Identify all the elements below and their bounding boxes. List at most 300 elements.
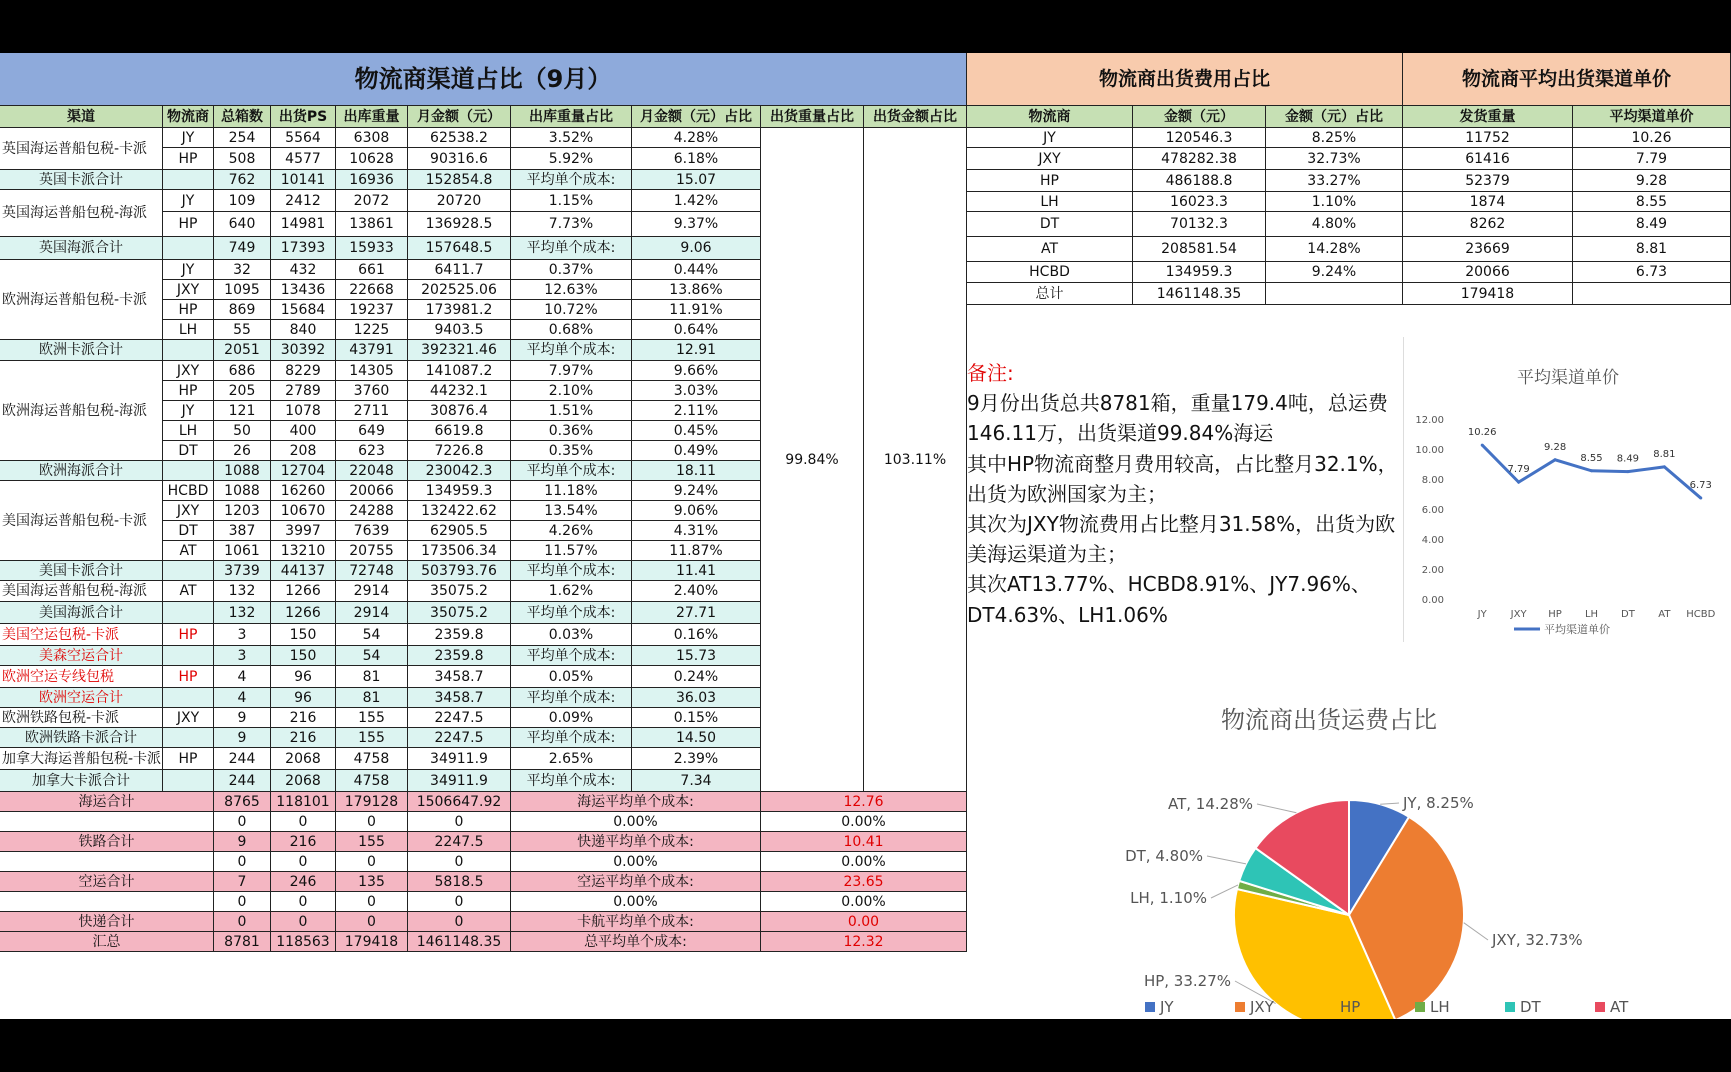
table-cell: JY <box>163 128 214 148</box>
table-cell: JY <box>163 190 214 212</box>
leader-line <box>1380 803 1399 804</box>
y-tick-label: 6.00 <box>1421 505 1444 516</box>
table-cell: 11.87% <box>632 541 761 561</box>
table-cell: 20720 <box>408 190 511 212</box>
data-label: 7.79 <box>1507 464 1530 476</box>
table-cell: 503793.76 <box>408 561 511 581</box>
price-table-title: 物流商平均出货渠道单价 <box>1403 53 1731 106</box>
table-cell: 11.18% <box>511 481 632 501</box>
table-cell: 81 <box>336 688 408 708</box>
notes-line: 其中HP物流商整月费用较高，占比整月32.1%，出货为欧洲国家为主； <box>967 451 1398 506</box>
legend-label: JY <box>1160 998 1174 1016</box>
channel-name: 欧洲空运专线包税 <box>0 666 163 688</box>
table-cell: 0.05% <box>511 666 632 688</box>
data-point <box>1554 458 1557 461</box>
table-cell: 157648.5 <box>408 237 511 260</box>
table-cell: 2.40% <box>632 581 761 602</box>
table-cell: AT <box>967 237 1133 262</box>
table-cell: 6.73 <box>1573 262 1731 283</box>
table-cell: 2247.5 <box>408 708 511 728</box>
legend-label: LH <box>1430 998 1450 1016</box>
total-label: 快递合计 <box>0 912 214 932</box>
table-cell: 216 <box>271 832 336 852</box>
table-cell: 1203 <box>214 501 271 521</box>
table-cell: 空运平均单个成本: <box>511 872 761 892</box>
y-tick-label: 10.00 <box>1415 445 1444 456</box>
table-cell: 26 <box>214 441 271 461</box>
table-cell: 35075.2 <box>408 602 511 624</box>
channel-name: 英国卡派合计 <box>0 170 163 190</box>
table-cell: 661 <box>336 260 408 280</box>
table-cell: 9 <box>214 832 271 852</box>
table-cell: 387 <box>214 521 271 541</box>
column-header: 渠道 <box>0 106 163 128</box>
table-cell <box>163 688 214 708</box>
table-cell: 640 <box>214 212 271 237</box>
table-cell: 卡航平均单个成本: <box>511 912 761 932</box>
amount-ratio-total: 103.11% <box>864 128 967 792</box>
table-cell: 5818.5 <box>408 872 511 892</box>
table-cell: 1.62% <box>511 581 632 602</box>
table-cell: 1.42% <box>632 190 761 212</box>
table-cell: 205 <box>214 381 271 401</box>
y-tick-label: 4.00 <box>1421 535 1444 546</box>
data-point <box>1590 469 1593 472</box>
column-header: 月金额（元）占比 <box>632 106 761 128</box>
table-cell: 1.10% <box>1266 192 1403 212</box>
table-cell <box>163 646 214 666</box>
table-cell: 0.37% <box>511 260 632 280</box>
column-header: 总箱数 <box>214 106 271 128</box>
table-cell: 0.68% <box>511 320 632 340</box>
table-cell <box>163 237 214 260</box>
x-tick-label: HCBD <box>1686 609 1716 620</box>
table-cell <box>163 728 214 748</box>
table-cell: 0.00% <box>761 892 967 912</box>
table-cell: 173981.2 <box>408 300 511 320</box>
table-cell: DT <box>163 521 214 541</box>
table-cell: 平均单个成本: <box>511 646 632 666</box>
table-cell: HP <box>163 381 214 401</box>
channel-name: 欧洲海运普船包税-海派 <box>0 361 163 461</box>
table-cell: 136928.5 <box>408 212 511 237</box>
table-cell: 1095 <box>214 280 271 300</box>
table-cell: 平均单个成本: <box>511 170 632 190</box>
table-cell: 0.03% <box>511 624 632 646</box>
legend-swatch <box>1595 1002 1605 1012</box>
table-cell: 4.80% <box>1266 212 1403 237</box>
table-cell: 141087.2 <box>408 361 511 381</box>
table-cell: 35075.2 <box>408 581 511 602</box>
table-cell: 244 <box>214 748 271 770</box>
data-label: 6.73 <box>1689 480 1712 492</box>
table-cell: HP <box>163 624 214 646</box>
channel-name: 欧洲海派合计 <box>0 461 163 481</box>
table-cell: 13.54% <box>511 501 632 521</box>
legend-label: DT <box>1520 998 1541 1016</box>
table-cell: 7.79 <box>1573 148 1731 170</box>
table-cell: 平均单个成本: <box>511 237 632 260</box>
table-cell: 总平均单个成本: <box>511 932 761 952</box>
table-cell: 132 <box>214 581 271 602</box>
table-cell: 3739 <box>214 561 271 581</box>
table-cell: 12704 <box>271 461 336 481</box>
column-header: 出库重量占比 <box>511 106 632 128</box>
data-label: 8.49 <box>1616 453 1640 465</box>
table-cell: 8781 <box>214 932 271 952</box>
table-cell: 1078 <box>271 401 336 421</box>
table-cell: 5.92% <box>511 148 632 170</box>
channel-name: 美国卡派合计 <box>0 561 163 581</box>
fee-table-title: 物流商出货费用占比 <box>967 53 1403 106</box>
table-cell: 12.91 <box>632 340 761 361</box>
table-cell: 52379 <box>1403 170 1573 192</box>
legend-swatch <box>1415 1002 1425 1012</box>
table-cell: 14981 <box>271 212 336 237</box>
table-cell: 8.25% <box>1266 128 1403 148</box>
table-cell: 135 <box>336 872 408 892</box>
table-cell: 4 <box>214 666 271 688</box>
column-header: 出货金额占比 <box>864 106 967 128</box>
table-cell: 0 <box>214 892 271 912</box>
pie-chart <box>967 645 1731 1019</box>
y-tick-label: 8.00 <box>1421 475 1444 486</box>
table-cell: 81 <box>336 666 408 688</box>
table-cell: 海运平均单个成本: <box>511 792 761 812</box>
line-chart <box>1404 337 1731 642</box>
channel-name: 美国空运包税-卡派 <box>0 624 163 646</box>
slice-label: DT, 4.80% <box>1125 847 1203 865</box>
channel-name: 英国海运普船包税-卡派 <box>0 128 163 170</box>
table-cell: 13210 <box>271 541 336 561</box>
table-cell: 478282.38 <box>1133 148 1266 170</box>
table-cell: 2359.8 <box>408 624 511 646</box>
leader-line <box>1207 856 1246 864</box>
table-cell: 0.16% <box>632 624 761 646</box>
table-cell: 3.03% <box>632 381 761 401</box>
table-cell: 152854.8 <box>408 170 511 190</box>
table-cell: 623 <box>336 441 408 461</box>
table-cell: 179128 <box>336 792 408 812</box>
table-cell: 12.63% <box>511 280 632 300</box>
table-cell: 2.11% <box>632 401 761 421</box>
column-header: 金额（元） <box>1133 106 1266 128</box>
data-label: 8.81 <box>1653 448 1676 460</box>
table-cell: 54 <box>336 624 408 646</box>
table-cell: 0 <box>408 812 511 832</box>
table-cell: 9.06 <box>632 237 761 260</box>
data-point <box>1481 444 1484 447</box>
table-cell: 0.00 <box>761 912 967 932</box>
table-cell: 0.45% <box>632 421 761 441</box>
table-cell: 7.97% <box>511 361 632 381</box>
table-cell: 9.06% <box>632 501 761 521</box>
table-cell: 27.71 <box>632 602 761 624</box>
table-cell: 43791 <box>336 340 408 361</box>
channel-name: 欧洲卡派合计 <box>0 340 163 361</box>
table-cell: 762 <box>214 170 271 190</box>
table-cell: 0 <box>214 852 271 872</box>
table-cell: 0.35% <box>511 441 632 461</box>
chart-title: 平均渠道单价 <box>1517 368 1619 388</box>
table-cell: 平均单个成本: <box>511 340 632 361</box>
table-cell: 0 <box>336 892 408 912</box>
table-cell: 20066 <box>1403 262 1573 283</box>
table-cell: DT <box>967 212 1133 237</box>
table-cell: 平均单个成本: <box>511 770 632 792</box>
table-cell: 173506.34 <box>408 541 511 561</box>
table-cell: 24288 <box>336 501 408 521</box>
table-cell: 8765 <box>214 792 271 812</box>
table-cell: 8.49 <box>1573 212 1731 237</box>
table-cell: 132422.62 <box>408 501 511 521</box>
table-cell: 14.28% <box>1266 237 1403 262</box>
table-cell: 10670 <box>271 501 336 521</box>
table-cell: 10.26 <box>1573 128 1731 148</box>
column-header: 发货重量 <box>1403 106 1573 128</box>
table-cell: 54 <box>336 646 408 666</box>
table-cell: 快递平均单个成本: <box>511 832 761 852</box>
table-cell: 50 <box>214 421 271 441</box>
table-cell: 96 <box>271 688 336 708</box>
chart-title: 物流商出货运费占比 <box>1221 706 1437 734</box>
table-cell: 134959.3 <box>1133 262 1266 283</box>
table-cell: 16260 <box>271 481 336 501</box>
table-cell: 34911.9 <box>408 748 511 770</box>
notes-line: 其次为JXY物流费用占比整月31.58%，出货为欧美海运渠道为主； <box>967 512 1396 567</box>
data-label: 9.28 <box>1543 441 1567 453</box>
channel-name: 欧洲空运合计 <box>0 688 163 708</box>
table-cell: 30392 <box>271 340 336 361</box>
table-cell: 13436 <box>271 280 336 300</box>
table-cell: 2914 <box>336 602 408 624</box>
table-cell: 总计 <box>967 283 1133 305</box>
table-cell: 9403.5 <box>408 320 511 340</box>
table-cell: 486188.8 <box>1133 170 1266 192</box>
leader-line <box>1464 923 1488 940</box>
table-cell: 1461148.35 <box>1133 283 1266 305</box>
notes-line: 9月份出货总共8781箱，重量179.4吨，总运费146.11万，出货渠道99.84%海运 <box>967 391 1388 446</box>
table-cell: 216 <box>271 708 336 728</box>
table-cell: 0 <box>408 892 511 912</box>
table-cell: 8262 <box>1403 212 1573 237</box>
table-cell <box>1266 283 1403 305</box>
table-cell: 62905.5 <box>408 521 511 541</box>
table-cell: 150 <box>271 624 336 646</box>
table-cell: 8.55 <box>1573 192 1731 212</box>
table-cell: 1266 <box>271 602 336 624</box>
table-cell: 13861 <box>336 212 408 237</box>
table-cell: 2051 <box>214 340 271 361</box>
table-cell: 2247.5 <box>408 832 511 852</box>
column-header: 物流商 <box>967 106 1133 128</box>
table-cell: 0.00% <box>511 892 761 912</box>
table-cell: 12.76 <box>761 792 967 812</box>
table-cell: 3458.7 <box>408 666 511 688</box>
legend-label: HP <box>1340 998 1361 1016</box>
table-cell: 14.50 <box>632 728 761 748</box>
table-cell: 36.03 <box>632 688 761 708</box>
table-cell: 2068 <box>271 770 336 792</box>
total-label: 汇总 <box>0 932 214 952</box>
table-cell: 9 <box>214 728 271 748</box>
table-cell: 869 <box>214 300 271 320</box>
table-cell: 7.34 <box>632 770 761 792</box>
table-cell: AT <box>163 541 214 561</box>
table-cell: 155 <box>336 832 408 852</box>
table-cell: 9.24% <box>1266 262 1403 283</box>
table-cell: 62538.2 <box>408 128 511 148</box>
channel-name: 欧洲铁路卡派合计 <box>0 728 163 748</box>
table-cell: HP <box>967 170 1133 192</box>
table-cell: 179418 <box>336 932 408 952</box>
table-cell: 15.07 <box>632 170 761 190</box>
table-cell: 2068 <box>271 748 336 770</box>
table-cell: 9.66% <box>632 361 761 381</box>
notes-title: 备注: <box>967 361 1014 385</box>
table-cell: 22668 <box>336 280 408 300</box>
table-cell: 7 <box>214 872 271 892</box>
table-cell: 432 <box>271 260 336 280</box>
table-cell: 121 <box>214 401 271 421</box>
table-cell: 0 <box>336 912 408 932</box>
table-cell: 23669 <box>1403 237 1573 262</box>
table-cell: 0.15% <box>632 708 761 728</box>
table-cell: 4.31% <box>632 521 761 541</box>
table-cell: 12.32 <box>761 932 967 952</box>
table-cell: 11.41 <box>632 561 761 581</box>
table-cell: 20066 <box>336 481 408 501</box>
table-cell: 44137 <box>271 561 336 581</box>
notes-line: 其次AT13.77%、HCBD8.91%、JY7.96%、DT4.63%、LH1.06% <box>967 572 1371 627</box>
channel-name: 欧洲铁路包税-卡派 <box>0 708 163 728</box>
table-cell: 4577 <box>271 148 336 170</box>
table-cell: HP <box>163 300 214 320</box>
total-label <box>0 852 214 872</box>
table-cell: 17393 <box>271 237 336 260</box>
table-cell: 1088 <box>214 481 271 501</box>
main-table-title: 物流商渠道占比（9月） <box>0 53 967 106</box>
table-cell: 0 <box>271 812 336 832</box>
legend-label: JXY <box>1250 998 1274 1016</box>
table-cell: 150 <box>271 646 336 666</box>
y-tick-label: 2.00 <box>1421 565 1444 576</box>
table-cell: 400 <box>271 421 336 441</box>
table-cell: 109 <box>214 190 271 212</box>
table-cell: 9.28 <box>1573 170 1731 192</box>
table-cell: 0 <box>271 912 336 932</box>
table-cell: 392321.46 <box>408 340 511 361</box>
table-cell: 246 <box>271 872 336 892</box>
table-cell: 0.49% <box>632 441 761 461</box>
table-cell: DT <box>163 441 214 461</box>
data-point <box>1517 481 1520 484</box>
table-cell: LH <box>163 421 214 441</box>
table-cell: 0.36% <box>511 421 632 441</box>
spreadsheet <box>0 53 1731 1019</box>
table-cell: 72748 <box>336 561 408 581</box>
table-cell: 平均单个成本: <box>511 688 632 708</box>
channel-name: 美森空运合计 <box>0 646 163 666</box>
table-cell: 2247.5 <box>408 728 511 748</box>
table-cell: 11.91% <box>632 300 761 320</box>
table-cell: 3 <box>214 624 271 646</box>
slice-label: LH, 1.10% <box>1130 889 1207 907</box>
table-cell: 11752 <box>1403 128 1573 148</box>
table-cell: 6.18% <box>632 148 761 170</box>
table-cell: 22048 <box>336 461 408 481</box>
table-cell: JXY <box>163 361 214 381</box>
table-cell: 1266 <box>271 581 336 602</box>
table-cell: JY <box>163 260 214 280</box>
table-cell: 3760 <box>336 381 408 401</box>
table-cell: 0.00% <box>761 812 967 832</box>
table-cell: 2711 <box>336 401 408 421</box>
data-point <box>1663 465 1666 468</box>
line-chart-panel <box>1403 337 1731 642</box>
column-header: 出货PS <box>271 106 336 128</box>
table-cell <box>163 461 214 481</box>
table-cell: 0 <box>271 892 336 912</box>
table-cell: 0 <box>408 912 511 932</box>
table-cell: 8.81 <box>1573 237 1731 262</box>
slice-label: AT, 14.28% <box>1168 795 1253 813</box>
table-cell: 1061 <box>214 541 271 561</box>
table-cell: 5564 <box>271 128 336 148</box>
table-cell: JXY <box>163 708 214 728</box>
table-cell: 9 <box>214 708 271 728</box>
table-cell: 4.28% <box>632 128 761 148</box>
table-cell: 1.51% <box>511 401 632 421</box>
pie-chart-panel <box>967 645 1731 1019</box>
table-cell: 3458.7 <box>408 688 511 708</box>
table-cell: 3 <box>214 646 271 666</box>
table-cell: 254 <box>214 128 271 148</box>
table-cell: AT <box>163 581 214 602</box>
table-cell: 6619.8 <box>408 421 511 441</box>
slice-label: JXY, 32.73% <box>1492 931 1583 949</box>
table-cell: 32 <box>214 260 271 280</box>
table-cell: 2359.8 <box>408 646 511 666</box>
y-tick-label: 12.00 <box>1415 415 1444 426</box>
table-cell: JXY <box>163 280 214 300</box>
column-header: 出货重量占比 <box>761 106 864 128</box>
table-cell <box>163 340 214 361</box>
table-cell: 840 <box>271 320 336 340</box>
table-cell: 44232.1 <box>408 381 511 401</box>
legend-swatch <box>1505 1002 1515 1012</box>
table-cell: 1461148.35 <box>408 932 511 952</box>
x-tick-label: DT <box>1621 609 1635 620</box>
x-tick-label: JY <box>1477 609 1487 620</box>
table-cell: 202525.06 <box>408 280 511 300</box>
table-cell: 平均单个成本: <box>511 461 632 481</box>
table-cell: 90316.6 <box>408 148 511 170</box>
table-cell: 118101 <box>271 792 336 812</box>
table-cell: JY <box>967 128 1133 148</box>
table-cell: 1088 <box>214 461 271 481</box>
slice-label: HP, 33.27% <box>1143 972 1231 990</box>
table-cell: 平均单个成本: <box>511 728 632 748</box>
table-cell: 55 <box>214 320 271 340</box>
table-cell: 6308 <box>336 128 408 148</box>
table-cell: 11.57% <box>511 541 632 561</box>
legend-label: AT <box>1610 998 1629 1016</box>
table-cell: 23.65 <box>761 872 967 892</box>
table-cell: 16023.3 <box>1133 192 1266 212</box>
table-cell: 134959.3 <box>408 481 511 501</box>
table-cell: 15.73 <box>632 646 761 666</box>
